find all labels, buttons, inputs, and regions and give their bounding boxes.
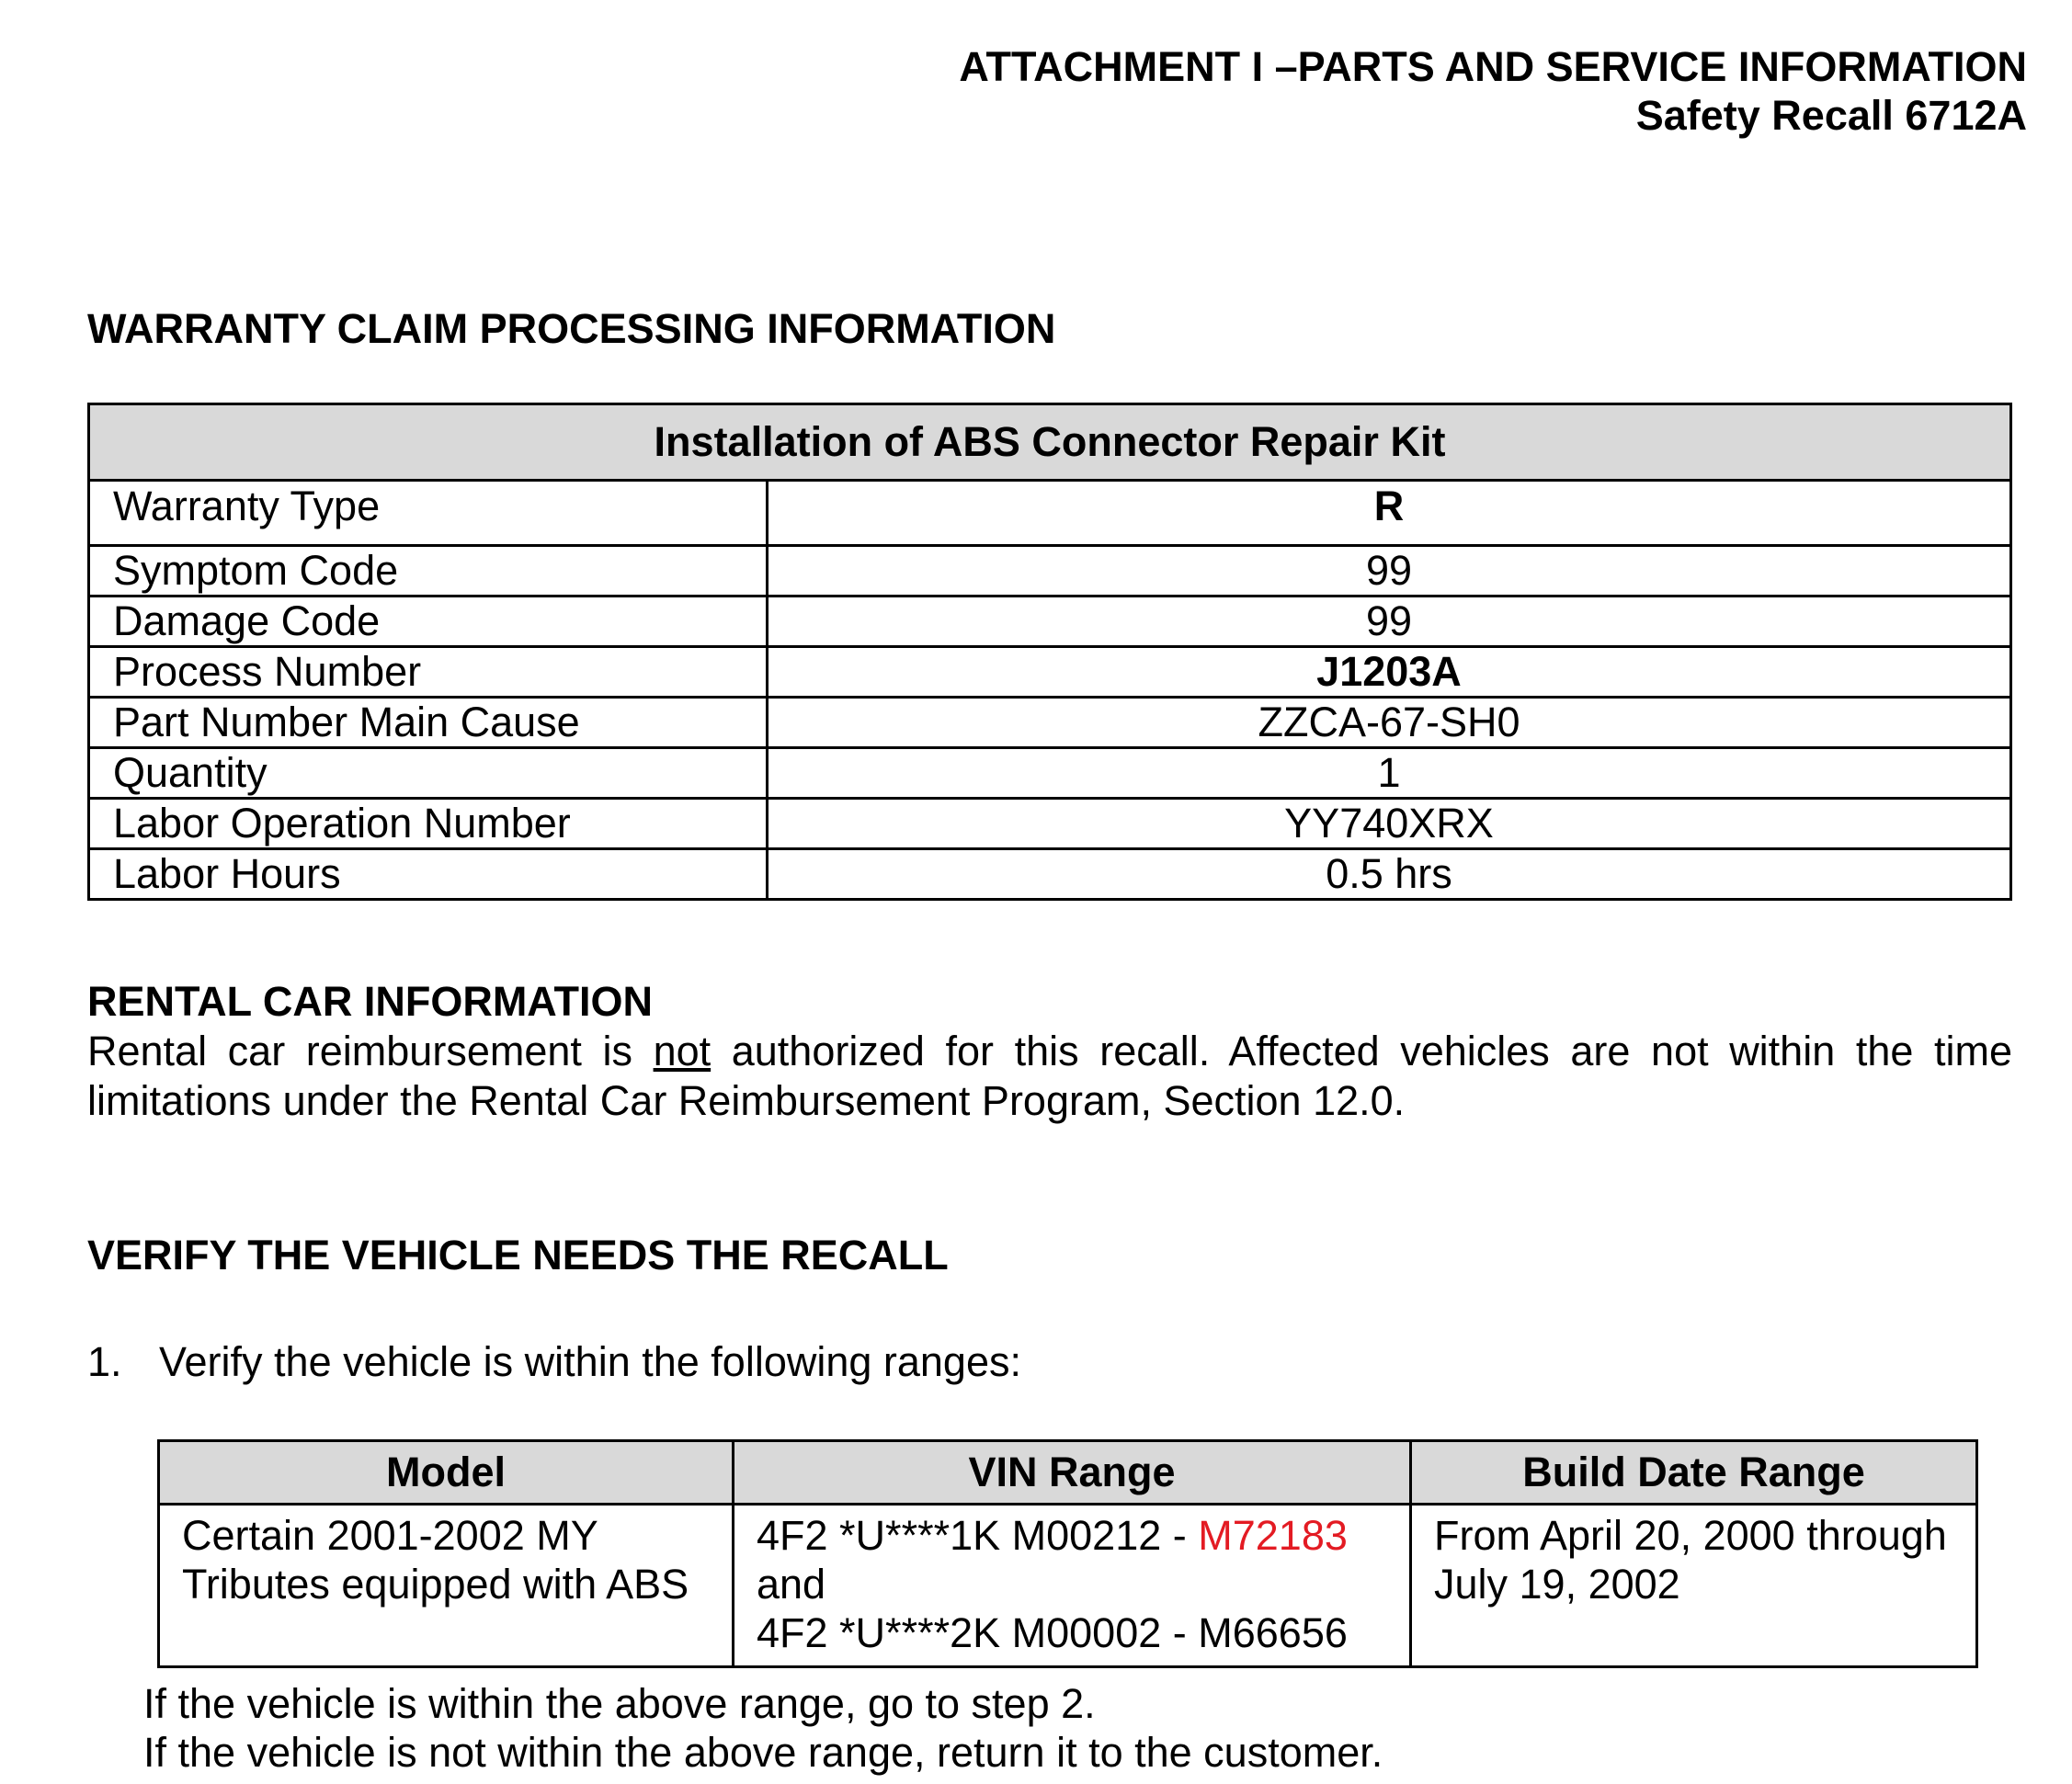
row-label: Process Number — [89, 647, 768, 698]
row-label: Quantity — [89, 748, 768, 799]
row-value: J1203A — [768, 647, 2011, 698]
step-number: 1. — [87, 1338, 122, 1385]
row-value: 99 — [768, 546, 2011, 597]
verify-section-title: VERIFY THE VEHICLE NEEDS THE RECALL — [87, 1232, 949, 1278]
vin-range-table — [157, 1439, 1978, 1668]
row-label: Warranty Type — [89, 481, 768, 546]
rental-text-end: authorized for this recall. Affected vehicles are not within the time limitations under the Rental Car Reimbursement Program, Section 12.0. — [87, 1028, 2012, 1124]
vin-range-cell — [734, 1505, 1411, 1667]
row-value: 99 — [768, 597, 2011, 647]
range-instructions — [143, 1679, 1383, 1777]
vin-range-start: 4F2 *U****1K M00212 - — [757, 1512, 1199, 1559]
warranty-section-title: WARRANTY CLAIM PROCESSING INFORMATION — [87, 305, 1056, 352]
model-line: Tributes equipped with ABS — [182, 1561, 689, 1608]
rental-paragraph — [87, 1027, 2012, 1126]
table-row — [89, 481, 2011, 546]
build-date-line: From April 20, 2000 through — [1434, 1512, 1947, 1559]
row-value: YY740XRX — [768, 799, 2011, 849]
vin-conjunction: and — [757, 1561, 826, 1608]
rental-text-underlined: not — [653, 1028, 712, 1074]
model-cell — [159, 1505, 734, 1667]
table-row — [159, 1505, 1977, 1667]
table-row — [89, 647, 2011, 698]
instruction-within-range: If the vehicle is within the above range, go to step 2. — [143, 1680, 1096, 1727]
row-value: ZZCA-67-SH0 — [768, 698, 2011, 748]
vin-range-end-highlight: M72183 — [1198, 1512, 1348, 1559]
row-value: R — [768, 481, 2011, 546]
column-header-model: Model — [159, 1441, 734, 1505]
instruction-outside-range: If the vehicle is not within the above range, return it to the customer. — [143, 1729, 1383, 1776]
table-row — [89, 799, 2011, 849]
document-header — [959, 42, 2027, 140]
warranty-table-title: Installation of ABS Connector Repair Kit — [89, 404, 2011, 481]
model-line: Certain 2001-2002 MY — [182, 1512, 598, 1559]
table-row — [89, 546, 2011, 597]
row-value: 0.5 hrs — [768, 849, 2011, 900]
step-text: Verify the vehicle is within the following ranges: — [159, 1338, 1021, 1385]
step-1 — [87, 1337, 1021, 1387]
row-label: Part Number Main Cause — [89, 698, 768, 748]
warranty-table — [87, 403, 2012, 901]
table-row — [89, 748, 2011, 799]
rental-section-title: RENTAL CAR INFORMATION — [87, 978, 653, 1025]
vin-line — [757, 1511, 1391, 1560]
row-label: Symptom Code — [89, 546, 768, 597]
build-date-cell — [1411, 1505, 1977, 1667]
table-row — [89, 597, 2011, 647]
column-header-build-date: Build Date Range — [1411, 1441, 1977, 1505]
column-header-vin-range: VIN Range — [734, 1441, 1411, 1505]
rental-text-start: Rental car reimbursement is — [87, 1028, 654, 1074]
recall-number: Safety Recall 6712A — [1635, 92, 2027, 139]
build-date-line: July 19, 2002 — [1434, 1561, 1680, 1608]
row-value: 1 — [768, 748, 2011, 799]
row-label: Labor Operation Number — [89, 799, 768, 849]
attachment-title: ATTACHMENT I –PARTS AND SERVICE INFORMATION — [959, 43, 2027, 90]
table-row — [89, 698, 2011, 748]
vin-line: 4F2 *U****2K M00002 - M66656 — [757, 1609, 1348, 1656]
table-row — [89, 849, 2011, 900]
row-label: Damage Code — [89, 597, 768, 647]
row-label: Labor Hours — [89, 849, 768, 900]
